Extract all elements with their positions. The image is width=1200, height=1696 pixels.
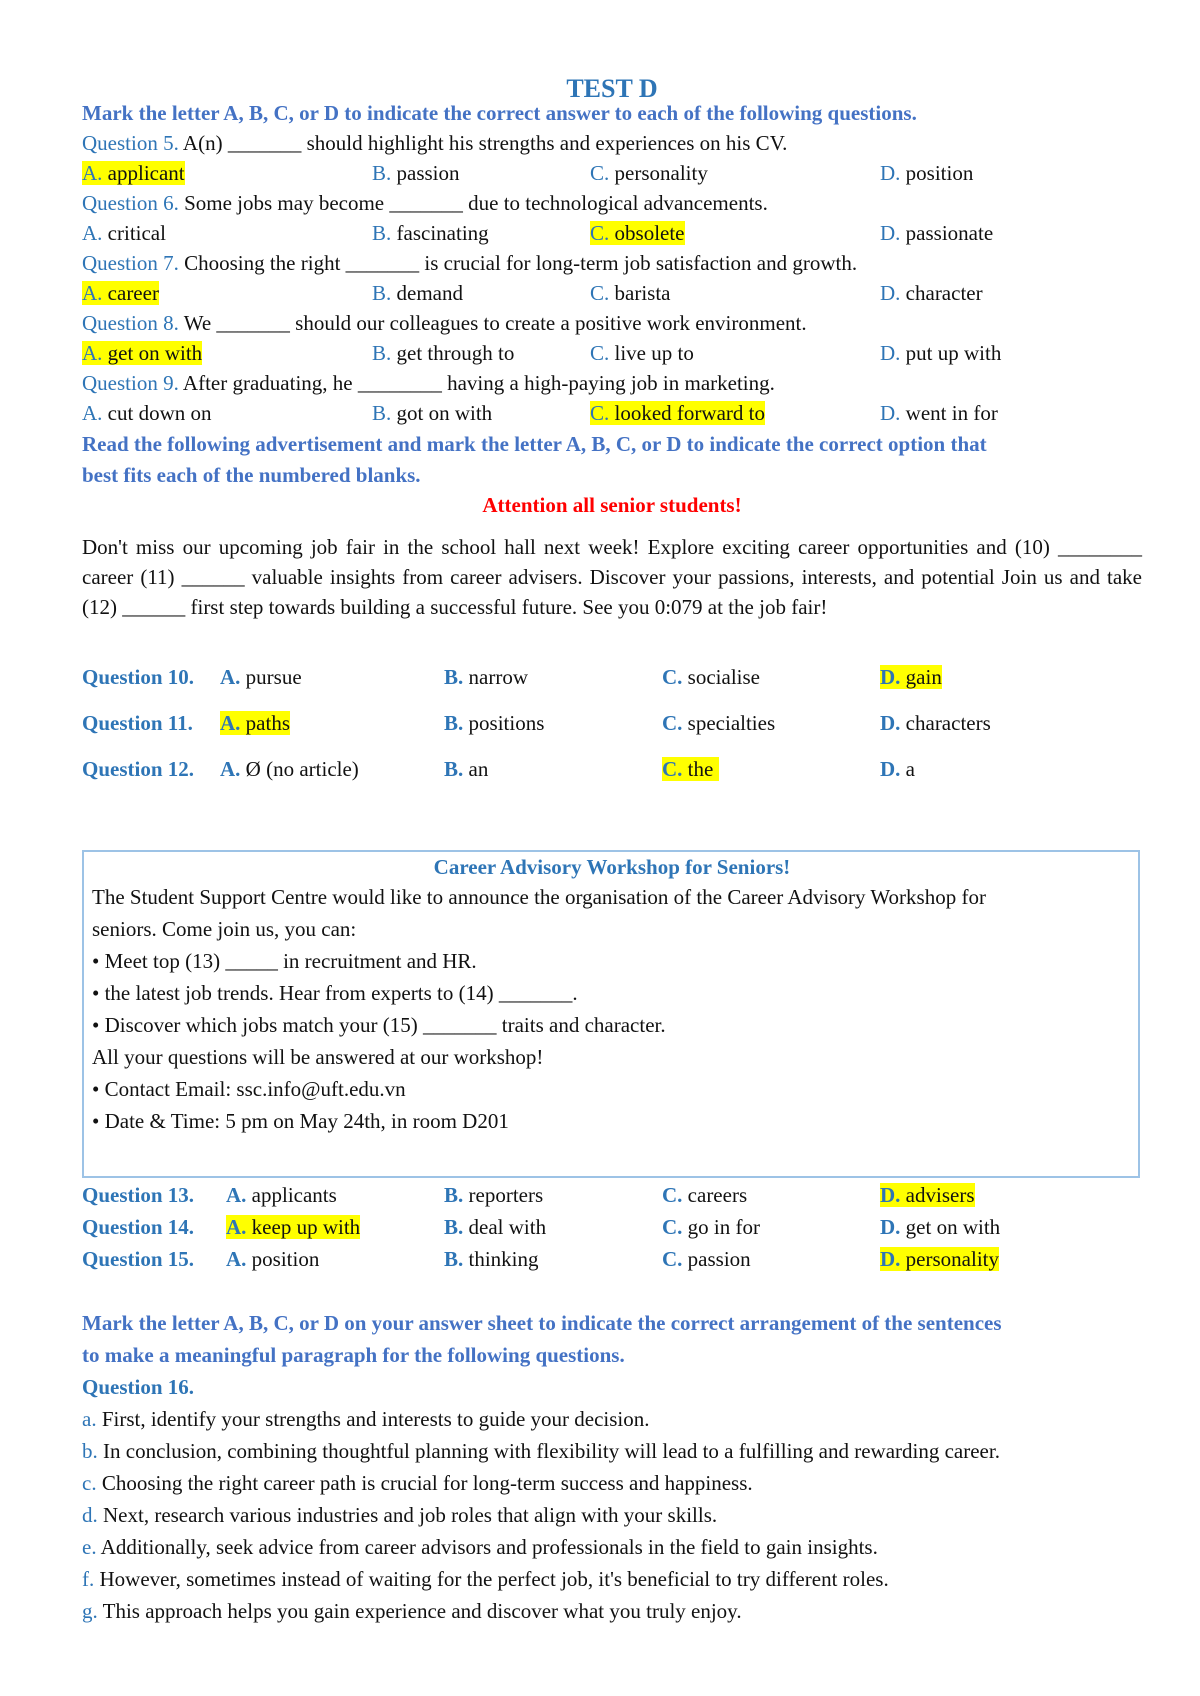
question-label: Question 8. xyxy=(82,311,179,335)
q7-option-b[interactable]: B. demand xyxy=(372,281,463,305)
workshop-bullet: • Meet top (13) _____ in recruitment and HR. xyxy=(92,949,477,973)
q16-label: Question 16. xyxy=(82,1375,195,1399)
q5-option-d[interactable]: D. position xyxy=(880,161,974,185)
q7-option-c[interactable]: C. barista xyxy=(590,281,671,305)
question-label: Question 6. xyxy=(82,191,179,215)
q15-option-b[interactable]: B. thinking xyxy=(444,1247,539,1271)
instruction-2-line-2: best fits each of the numbered blanks. xyxy=(82,463,421,487)
q10-label: Question 10. xyxy=(82,665,195,689)
q16-sentence-g: g. This approach helps you gain experience and discover what you truly enjoy. xyxy=(82,1599,742,1623)
workshop-bullet: • Discover which jobs match your (15) _______ traits and character. xyxy=(92,1013,666,1037)
q12-option-a[interactable]: A. Ø (no article) xyxy=(220,757,359,781)
instruction-1: Mark the letter A, B, C, or D to indicate the correct answer to each of the following questions. xyxy=(82,101,917,125)
q9-option-c[interactable]: C. looked forward to xyxy=(590,401,765,425)
q15-label: Question 15. xyxy=(82,1247,195,1271)
question-5 xyxy=(82,128,787,158)
q9-option-a[interactable]: A. cut down on xyxy=(82,401,212,425)
q7-option-a[interactable]: A. career xyxy=(82,281,159,305)
q11-option-d[interactable]: D. characters xyxy=(880,711,991,735)
question-label: Question 7. xyxy=(82,251,179,275)
question-label: Question 5. xyxy=(82,131,179,155)
q9-option-d[interactable]: D. went in for xyxy=(880,401,998,425)
instruction-3-line-1: Mark the letter A, B, C, or D on your answer sheet to indicate the correct arrangement of the sentences xyxy=(82,1311,1002,1335)
advertisement-title: Attention all senior students! xyxy=(482,493,742,517)
q13-label: Question 13. xyxy=(82,1183,195,1207)
q13-option-b[interactable]: B. reporters xyxy=(444,1183,544,1207)
q6-option-d[interactable]: D. passionate xyxy=(880,221,994,245)
question-text: We _______ should our colleagues to create a positive work environment. xyxy=(183,311,807,335)
q5-option-a[interactable]: A. applicant xyxy=(82,161,185,185)
workshop-title: Career Advisory Workshop for Seniors! xyxy=(433,855,791,879)
q11-option-a[interactable]: A. paths xyxy=(220,711,290,735)
q12-option-b[interactable]: B. an xyxy=(444,757,489,781)
q12-option-c[interactable]: C. the xyxy=(662,754,719,784)
q6-option-b[interactable]: B. fascinating xyxy=(372,221,489,245)
q13-option-d[interactable]: D. advisers xyxy=(880,1183,975,1207)
workshop-bullet: • the latest job trends. Hear from experts to (14) _______. xyxy=(92,981,578,1005)
q15-option-c[interactable]: C. passion xyxy=(662,1247,751,1271)
question-label: Question 9. xyxy=(82,371,179,395)
instruction-3-line-2: to make a meaningful paragraph for the following questions. xyxy=(82,1343,625,1367)
q11-option-c[interactable]: C. specialties xyxy=(662,711,776,735)
question-text: After graduating, he ________ having a high-paying job in marketing. xyxy=(182,371,775,395)
q8-option-b[interactable]: B. get through to xyxy=(372,341,515,365)
workshop-contact-email: • Contact Email: ssc.info@uft.edu.vn xyxy=(92,1077,406,1101)
question-9 xyxy=(82,368,775,398)
q13-option-a[interactable]: A. applicants xyxy=(226,1183,337,1207)
q7-option-d[interactable]: D. character xyxy=(880,281,983,305)
q5-option-c[interactable]: C. personality xyxy=(590,161,708,185)
q15-option-a[interactable]: A. position xyxy=(226,1247,320,1271)
q10-option-b[interactable]: B. narrow xyxy=(444,665,528,689)
q14-option-b[interactable]: B. deal with xyxy=(444,1215,547,1239)
q16-sentence-b: b. In conclusion, combining thoughtful planning with flexibility will lead to a fulfilling and rewarding career. xyxy=(82,1439,1000,1463)
q14-option-d[interactable]: D. get on with xyxy=(880,1215,1001,1239)
question-text: Choosing the right _______ is crucial for long-term job satisfaction and growth. xyxy=(184,251,858,275)
q10-option-c[interactable]: C. socialise xyxy=(662,665,760,689)
q16-sentence-d: d. Next, research various industries and job roles that align with your skills. xyxy=(82,1503,718,1527)
q6-option-c[interactable]: C. obsolete xyxy=(590,221,685,245)
q16-sentence-a: a. First, identify your strengths and interests to guide your decision. xyxy=(82,1407,650,1431)
q14-option-a[interactable]: A. keep up with xyxy=(226,1215,361,1239)
q16-sentence-c: c. Choosing the right career path is crucial for long-term success and happiness. xyxy=(82,1471,753,1495)
q11-option-b[interactable]: B. positions xyxy=(444,711,545,735)
q14-label: Question 14. xyxy=(82,1215,195,1239)
workshop-date-time: • Date & Time: 5 pm on May 24th, in room D201 xyxy=(92,1109,509,1133)
page-title: TEST D xyxy=(566,74,658,103)
q12-label: Question 12. xyxy=(82,757,195,781)
q15-option-d[interactable]: D. personality xyxy=(880,1247,999,1271)
q10-option-d[interactable]: D. gain xyxy=(880,665,942,689)
workshop-line: The Student Support Centre would like to announce the organisation of the Career Advisory Workshop for xyxy=(92,885,986,909)
q12-option-d[interactable]: D. a xyxy=(880,757,915,781)
q14-option-c[interactable]: C. go in for xyxy=(662,1215,760,1239)
question-text: A(n) _______ should highlight his strengths and experiences on his CV. xyxy=(182,131,788,155)
q8-option-a[interactable]: A. get on with xyxy=(82,341,203,365)
advertisement-text: Don't miss our upcoming job fair in the school hall next week! Explore exciting career opportunities and (10) ________ career (11) ______ valuable insights from career advisers. Discover your passions, interests, and potential Join us and take (12) ______ first step towards building a successful future. See you 0:079 at the job fair! xyxy=(82,535,1142,619)
q6-option-a[interactable]: A. critical xyxy=(82,221,166,245)
question-8 xyxy=(82,308,807,338)
q8-option-d[interactable]: D. put up with xyxy=(880,341,1002,365)
q5-option-b[interactable]: B. passion xyxy=(372,161,460,185)
q16-sentence-e: e. Additionally, seek advice from career advisors and professionals in the field to gain insights. xyxy=(82,1535,878,1559)
question-7 xyxy=(82,248,857,278)
workshop-line: seniors. Come join us, you can: xyxy=(92,917,357,941)
q13-option-c[interactable]: C. careers xyxy=(662,1183,748,1207)
q9-option-b[interactable]: B. got on with xyxy=(372,401,493,425)
q10-option-a[interactable]: A. pursue xyxy=(220,665,302,689)
q8-option-c[interactable]: C. live up to xyxy=(590,341,694,365)
question-text: Some jobs may become _______ due to technological advancements. xyxy=(184,191,768,215)
q11-label: Question 11. xyxy=(82,711,193,735)
q16-sentence-f: f. However, sometimes instead of waiting for the perfect job, it's beneficial to try different roles. xyxy=(82,1567,889,1591)
workshop-line: All your questions will be answered at our workshop! xyxy=(92,1045,544,1069)
question-6 xyxy=(82,188,768,218)
instruction-2-line-1: Read the following advertisement and mark the letter A, B, C, or D to indicate the correct option that xyxy=(82,432,987,456)
